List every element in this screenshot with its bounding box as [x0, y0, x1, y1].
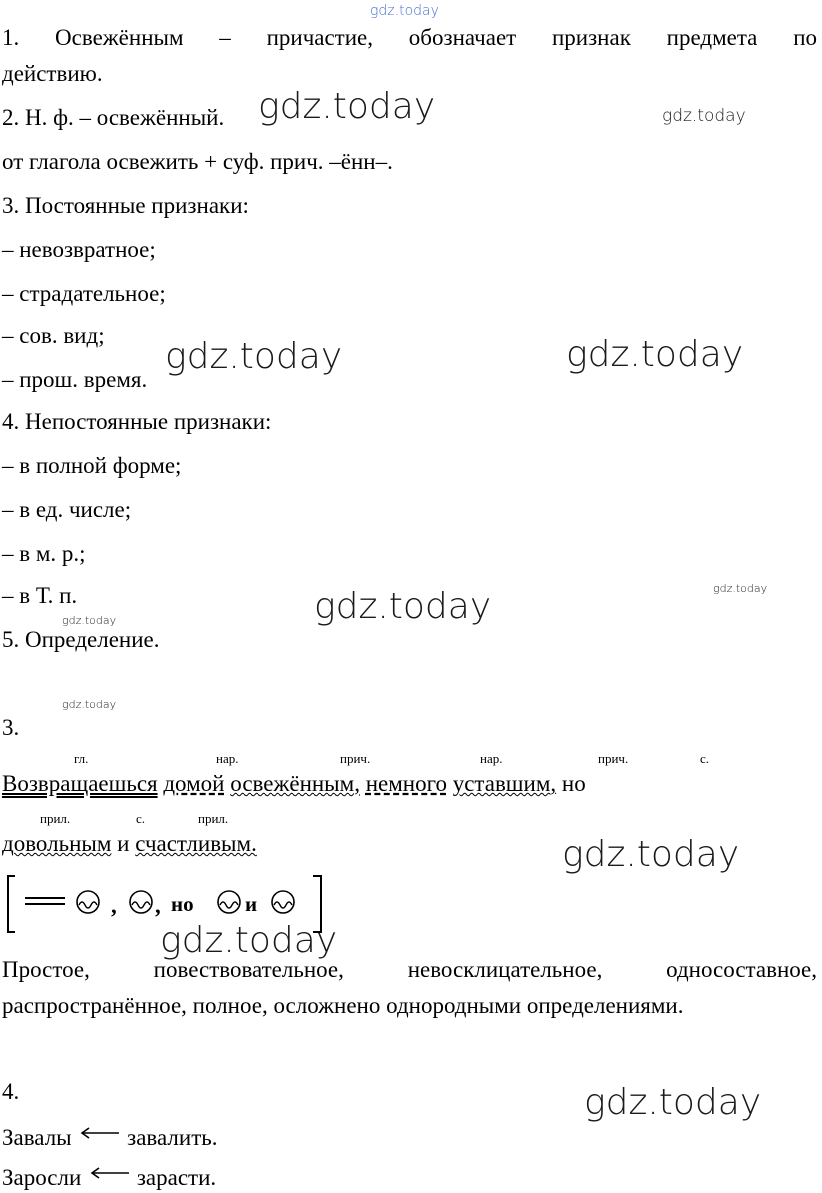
- watermark: gdz.today: [165, 336, 343, 377]
- pos-tag: с.: [700, 751, 710, 766]
- derivation-row: [2, 1164, 216, 1192]
- pos-tag: прил.: [40, 811, 71, 826]
- watermark: gdz.today: [662, 106, 746, 126]
- pos-tag: нар.: [480, 751, 503, 766]
- attribute-circle-icon: [77, 891, 99, 913]
- watermark-top: gdz.today: [370, 3, 439, 19]
- text: признак: [551, 25, 631, 50]
- watermark: gdz.today: [62, 614, 117, 627]
- sentence-line-1: [2, 770, 586, 798]
- description-line-1: [2, 956, 817, 984]
- arrow-left-icon: [89, 1167, 129, 1179]
- sentence-schema: [5, 874, 325, 936]
- adverbial-word: домой: [163, 771, 225, 796]
- watermark: gdz.today: [566, 334, 744, 375]
- line-11: – в полной форме;: [2, 453, 182, 478]
- line-9: – прош. время.: [2, 367, 148, 392]
- adverbial-word: немного: [365, 771, 447, 796]
- attribute-circle-icon: [218, 891, 240, 913]
- pos-tag: прич.: [598, 751, 629, 766]
- watermark: gdz.today: [562, 834, 740, 875]
- line-13: – в м. р.;: [2, 541, 86, 566]
- line-14: – в Т. п.: [2, 583, 78, 608]
- text: причастие,: [266, 25, 373, 50]
- section-3-number: 3.: [2, 715, 20, 740]
- pos-tag: прил.: [198, 811, 229, 826]
- schema-conjunction: но: [171, 892, 194, 916]
- text: обозначает: [408, 25, 517, 50]
- section-4-number: 4.: [2, 1079, 20, 1104]
- line-10: 4. Непостоянные признаки:: [2, 409, 272, 434]
- source-word: зарасти.: [136, 1165, 217, 1190]
- line-3: 2. Н. ф. – освежённый.: [2, 105, 225, 130]
- pos-tag: прич.: [340, 751, 371, 766]
- text: предмета: [666, 25, 758, 50]
- line-1: [2, 24, 817, 52]
- line-7: – страдательное;: [2, 281, 166, 306]
- conjunction-word: но: [561, 771, 586, 796]
- sentence-line-2: [2, 830, 257, 858]
- attribute-word: счастливым.: [135, 831, 257, 856]
- line-15: 5. Определение.: [2, 627, 160, 652]
- conjunction-word: и: [117, 831, 130, 856]
- derivation-row: [2, 1124, 217, 1152]
- derived-word: Завалы: [2, 1125, 72, 1150]
- attribute-word: освежённым,: [230, 771, 360, 796]
- attribute-word: довольным: [2, 831, 112, 856]
- predicate-word: Возвращаешься: [2, 771, 158, 796]
- attribute-word: уставшим,: [452, 771, 557, 796]
- text: Простое,: [2, 957, 90, 982]
- text: повествовательное,: [153, 957, 344, 982]
- text: невосклицательное,: [407, 957, 603, 982]
- schema-conjunction: и: [245, 892, 258, 916]
- text: –: [219, 25, 231, 50]
- text: 1.: [2, 25, 20, 50]
- attribute-circle-icon: [130, 891, 152, 913]
- text: по: [793, 25, 817, 50]
- schema-brackets-icon: [5, 874, 325, 936]
- schema-comma: ,: [155, 893, 161, 918]
- line-6: – невозвратное;: [2, 237, 156, 262]
- watermark: gdz.today: [713, 582, 768, 595]
- schema-comma: ,: [111, 893, 117, 918]
- watermark: gdz.today: [160, 920, 338, 961]
- pos-tag: нар.: [216, 751, 239, 766]
- text: односоставное,: [666, 957, 817, 982]
- derived-word: Заросли: [2, 1165, 82, 1190]
- watermark: gdz.today: [584, 1082, 762, 1123]
- line-4: от глагола освежить + суф. прич. –ённ–.: [2, 149, 393, 174]
- watermark: gdz.today: [314, 586, 492, 627]
- description-line-2: распространённое, полное, осложнено однородными определениями.: [2, 993, 684, 1018]
- line-8: – сов. вид;: [2, 323, 105, 348]
- arrow-left-icon: [79, 1127, 119, 1139]
- watermark: gdz.today: [258, 86, 436, 127]
- line-12: – в ед. числе;: [2, 497, 132, 522]
- line-5: 3. Постоянные признаки:: [2, 193, 249, 218]
- text: Освежённым: [55, 25, 184, 50]
- line-2: действию.: [2, 61, 103, 86]
- pos-tag: гл.: [74, 751, 89, 766]
- attribute-circle-icon: [272, 891, 294, 913]
- source-word: завалить.: [127, 1125, 218, 1150]
- watermark: gdz.today: [62, 698, 117, 711]
- pos-tag: с.: [136, 811, 146, 826]
